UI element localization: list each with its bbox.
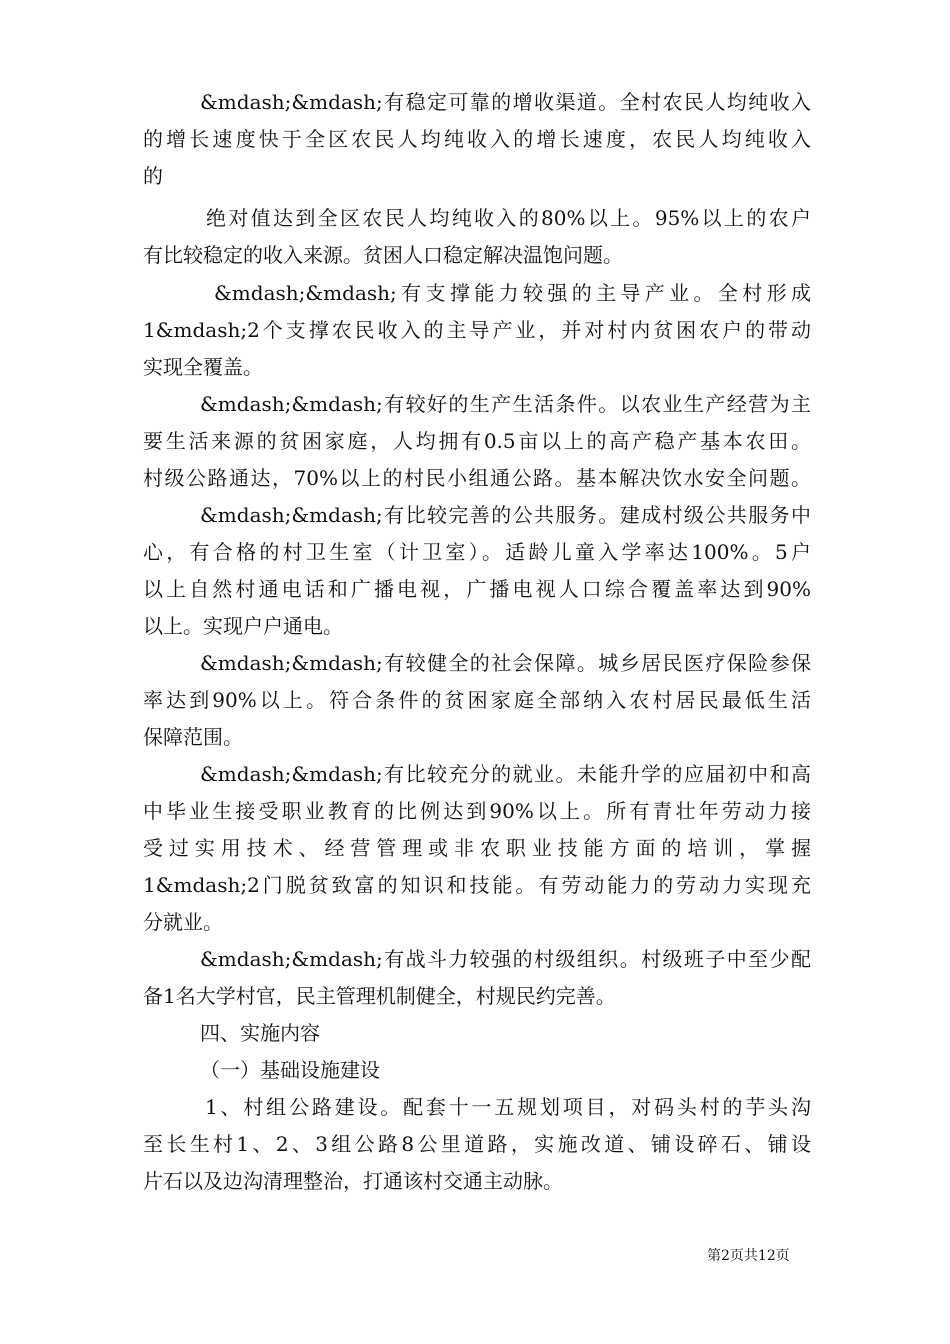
- text-line: 心，有合格的村卫生室（计卫室）。适龄儿童入学率达100%。5户: [143, 540, 811, 564]
- text-line: &mdash;&mdash;有较好的生产生活条件。以农业生产经营为主: [200, 392, 811, 416]
- section-heading: 四、实施内容: [200, 1021, 320, 1045]
- page-number-footer: 第2页共12页: [707, 1248, 790, 1264]
- text-line: 1&mdash;2个支撑农民收入的主导产业，并对村内贫困农户的带动: [143, 318, 811, 342]
- text-line: 绝对值达到全区农民人均纯收入的80%以上。95%以上的农户: [206, 206, 811, 230]
- text-line: &mdash;&mdash;有支撑能力较强的主导产业。全村形成: [214, 281, 811, 305]
- text-line: 1、村组公路建设。配套十一五规划项目，对码头村的芋头沟: [205, 1095, 811, 1119]
- text-line: 备1名大学村官，民主管理机制健全，村规民约完善。: [143, 984, 616, 1008]
- subsection-heading: （一）基础设施建设: [200, 1058, 380, 1082]
- text-line: &mdash;&mdash;有较健全的社会保障。城乡居民医疗保险参保: [200, 651, 811, 675]
- text-line: &mdash;&mdash;有比较充分的就业。未能升学的应届初中和高: [200, 762, 811, 786]
- text-line: 至长生村1、2、3组公路8公里道路，实施改道、铺设碎石、铺设: [143, 1132, 811, 1156]
- text-line: 1&mdash;2门脱贫致富的知识和技能。有劳动能力的劳动力实现充: [143, 873, 811, 897]
- text-line: 中毕业生接受职业教育的比例达到90%以上。所有青壮年劳动力接: [143, 799, 811, 823]
- text-line: 片石以及边沟清理整治，打通该村交通主动脉。: [143, 1169, 563, 1193]
- text-line: 以上。实现户户通电。: [143, 614, 343, 638]
- text-line: &mdash;&mdash;有稳定可靠的增收渠道。全村农民人均纯收入: [200, 90, 811, 114]
- text-line: 分就业。: [143, 910, 223, 934]
- text-line: 的增长速度快于全区农民人均纯收入的增长速度，农民人均纯收入: [143, 127, 811, 151]
- text-line: 实现全覆盖。: [143, 355, 263, 379]
- document-body: [143, 84, 811, 1200]
- text-line: 保障范围。: [143, 725, 243, 749]
- text-line: 率达到90%以上。符合条件的贫困家庭全部纳入农村居民最低生活: [143, 688, 811, 712]
- text-line: 的: [143, 164, 163, 188]
- text-line: &mdash;&mdash;有战斗力较强的村级组织。村级班子中至少配: [200, 947, 811, 971]
- text-line: &mdash;&mdash;有比较完善的公共服务。建成村级公共服务中: [200, 503, 811, 527]
- text-line: 受过实用技术、经营管理或非农职业技能方面的培训，掌握: [143, 836, 811, 860]
- text-line: 村级公路通达，70%以上的村民小组通公路。基本解决饮水安全问题。: [143, 466, 811, 490]
- text-line: 要生活来源的贫困家庭，人均拥有0.5亩以上的高产稳产基本农田。: [143, 429, 811, 453]
- text-line: 以上自然村通电话和广播电视，广播电视人口综合覆盖率达到90%: [143, 577, 811, 601]
- text-line: 有比较稳定的收入来源。贫困人口稳定解决温饱问题。: [143, 243, 623, 267]
